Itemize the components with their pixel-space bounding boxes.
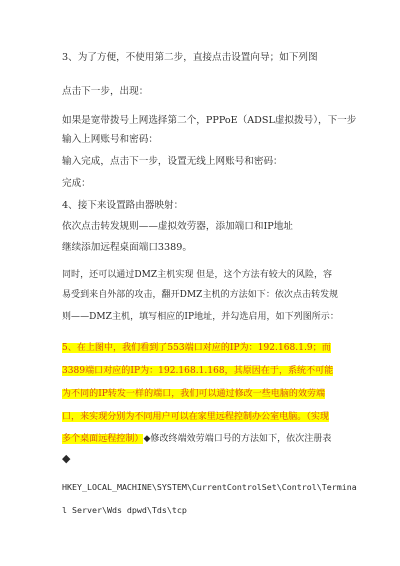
highlight-line-4	[62, 410, 329, 424]
diamond-bullet: ◆	[62, 452, 71, 465]
text-line-wireless: 输入完成，点击下一步，设置无线上网账号和密码：	[62, 156, 283, 167]
text-line-dmz-3: 则——DMZ主机，填写相应的IP地址，并勾选启用，如下列图所示：	[62, 312, 339, 322]
highlight-line-3	[62, 387, 325, 401]
highlighted-text: 为不同的IP转发一样的端口，我们可以通过修改一些电脑的效劳端	[62, 389, 326, 399]
text-line-dmz-1: 同时，还可以通过DMZ主机实现 但是，这个方法有较大的风险，容	[62, 270, 333, 280]
text-registry-intro: ◆修改终端效劳端口号的方法如下，依次注册表	[143, 434, 332, 444]
text-line-step4: 4、接下来设置路由器映射：	[62, 200, 184, 211]
highlight-line-5	[62, 432, 331, 446]
text-line-done: 完成：	[62, 178, 91, 189]
highlighted-text: 多个桌面远程控制）	[62, 434, 144, 444]
text-line-account: 输入上网账号和密码：	[62, 134, 158, 145]
highlight-line-1	[62, 341, 331, 355]
text-line-3389: 继续添加远程桌面端口3389。	[62, 242, 192, 253]
text-line-next: 点击下一步，出现：	[62, 86, 149, 97]
highlighted-text: 口，来实现分别为不同用户可以在家里远程控制办公室电脑。（实现	[62, 412, 330, 422]
registry-path-line-1: HKEY_LOCAL_MACHINE\SYSTEM\CurrentControlSet\Control\Termina	[62, 482, 357, 492]
text-line-step3: 3、为了方便，不使用第二步，直接点击设置向导；如下列图	[62, 52, 318, 63]
text-line-dmz-2: 易受到来自外部的攻击，翻开DMZ主机的方法如下：依次点击转发规	[62, 290, 339, 300]
highlighted-text: 3389端口对应的IP为：192.168.1.168，其原因在于，系统不可能	[62, 366, 334, 376]
text-line-pppoe: 如果是宽带拨号上网选择第二个，PPPoE（ADSL虚拟拨号），下一步	[62, 115, 357, 126]
highlighted-text: 5、在上图中，我们看到了553端口对应的IP为：192.168.1.9；而	[62, 343, 331, 353]
highlight-line-2	[62, 364, 333, 378]
text-line-forward: 依次点击转发规则——虚拟效劳器，添加端口和IP地址	[62, 221, 293, 232]
registry-path-line-2: l Server\Wds dpwd\Tds\tcp	[62, 505, 187, 515]
